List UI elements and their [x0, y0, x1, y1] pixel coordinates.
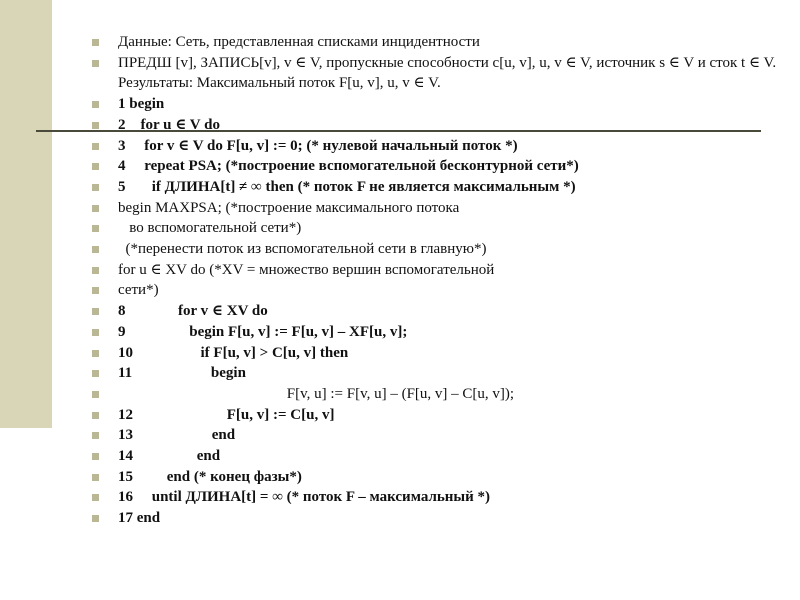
code-line: 14 end: [90, 446, 790, 467]
code-line: во вспомогательной сети*): [90, 218, 790, 239]
bullet-icon: [92, 350, 99, 357]
bullet-icon: [92, 163, 99, 170]
bullet-icon: [92, 225, 99, 232]
bullet-icon: [92, 494, 99, 501]
code-line: 16 until ДЛИНА[t] = ∞ (* поток F – максимальный *): [90, 487, 790, 508]
bullet-icon: [92, 39, 99, 46]
code-line: 4 repeat PSA; (*построение вспомогательной бесконтурной сети*): [90, 156, 790, 177]
code-line: 11 begin: [90, 363, 790, 384]
code-line: 5 if ДЛИНА[t] ≠ ∞ then (* поток F не является максимальным *): [90, 177, 790, 198]
code-line: for u ∈ XV do (*XV = множество вершин вспомогательной: [90, 260, 790, 281]
code-line: сети*): [90, 280, 790, 301]
text-line: Данные: Сеть, представленная списками инцидентности: [90, 32, 790, 53]
code-line: (*перенести поток из вспомогательной сети в главную*): [90, 239, 790, 260]
bullet-icon: [92, 515, 99, 522]
code-line: 3 for v ∈ V do F[u, v] := 0; (* нулевой начальный поток *): [90, 136, 790, 157]
bullet-icon: [92, 391, 99, 398]
bullet-icon: [92, 122, 99, 129]
code-line: 10 if F[u, v] > C[u, v] then: [90, 343, 790, 364]
code-line: 13 end: [90, 425, 790, 446]
code-line: 9 begin F[u, v] := F[u, v] – XF[u, v];: [90, 322, 790, 343]
bullet-icon: [92, 101, 99, 108]
bullet-icon: [92, 60, 99, 67]
code-line: 17 end: [90, 508, 790, 529]
bullet-icon: [92, 432, 99, 439]
bullet-icon: [92, 308, 99, 315]
bullet-icon: [92, 329, 99, 336]
bullet-icon: [92, 412, 99, 419]
code-line: 12 F[u, v] := C[u, v]: [90, 405, 790, 426]
bullet-icon: [92, 143, 99, 150]
code-line: 2 for u ∈ V do: [90, 115, 790, 136]
bullet-icon: [92, 267, 99, 274]
code-line: 8 for v ∈ XV do: [90, 301, 790, 322]
bullet-icon: [92, 370, 99, 377]
code-line: 15 end (* конец фазы*): [90, 467, 790, 488]
bullet-icon: [92, 453, 99, 460]
bullet-icon: [92, 287, 99, 294]
code-line: begin MAXPSA; (*построение максимального потока: [90, 198, 790, 219]
bullet-icon: [92, 474, 99, 481]
left-decor-bar: [0, 0, 52, 428]
slide-content: [90, 32, 790, 529]
bullet-icon: [92, 184, 99, 191]
bullet-icon: [92, 246, 99, 253]
code-line: 1 begin: [90, 94, 790, 115]
bullet-icon: [92, 205, 99, 212]
text-line: ПРЕДШ [v], ЗАПИСЬ[v], v ∈ V, пропускные способности c[u, v], u, v ∈ V, источник s ∈ V и сток t ∈ V. Результаты: Максимальный поток F[u, v], u, v ∈ V.: [90, 53, 790, 94]
code-line: F[v, u] := F[v, u] – (F[u, v] – C[u, v]);: [90, 384, 790, 405]
